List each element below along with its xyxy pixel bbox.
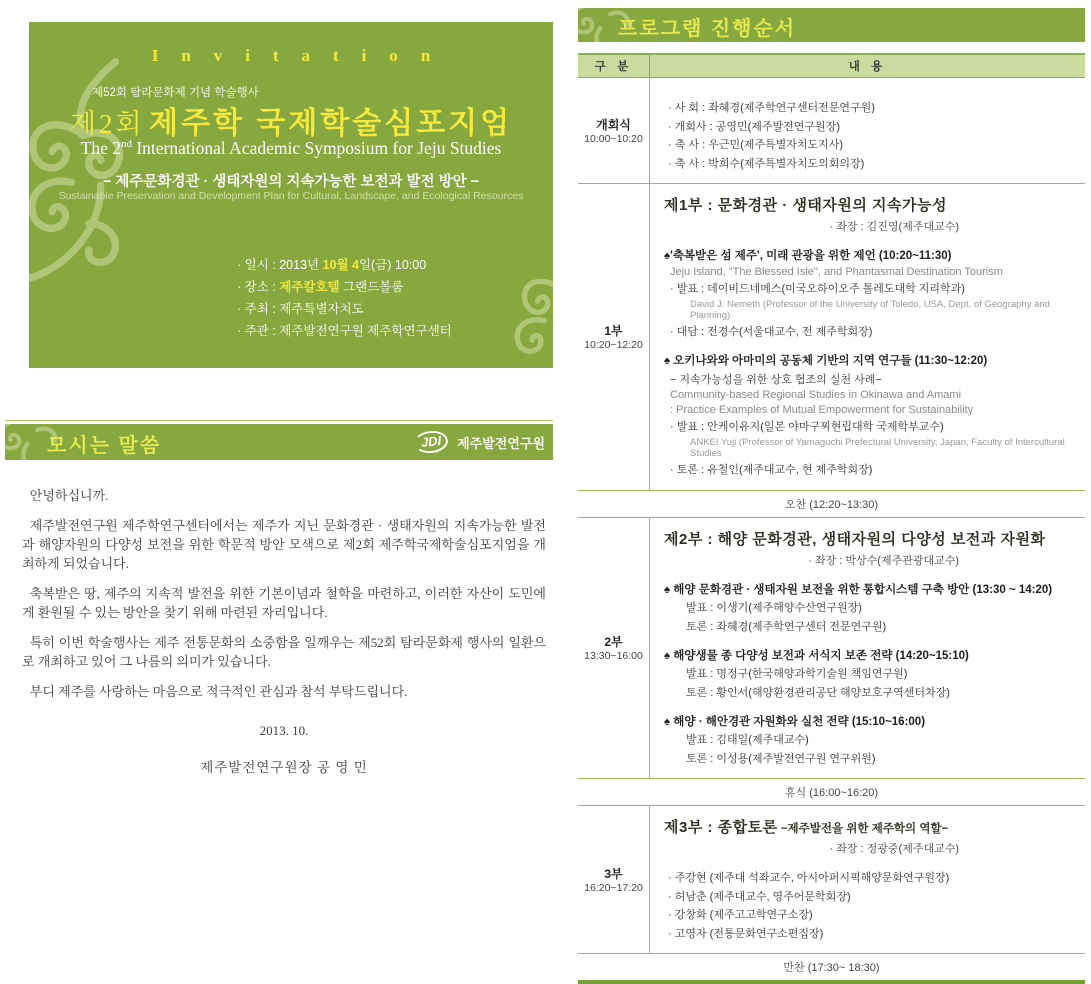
theme-english: Sustainable Preservation and Development Plan for Cultural, Landscape, and Ecological Resources <box>58 190 524 202</box>
session-line: 토론 : 이성용(제주발전연구원 연구위원) <box>686 752 876 765</box>
session-content-cell <box>650 184 1085 490</box>
column-header-content: 내 용 <box>848 61 887 73</box>
session-line: ♠ 해양생물 종 다양성 보전과 서식지 보존 전략 (14:20~15:10) <box>664 649 969 662</box>
detail-text: 제주칼호텔 <box>279 280 340 294</box>
session-line: · 발표 : 데이비드네메스(미국오하이오주 톨레도대학 지리학과) <box>670 283 965 295</box>
detail-label: · 장소 : <box>237 280 280 294</box>
session-line: Community-based Regional Studies in Okinawa and Amami <box>670 389 962 401</box>
session-item-group <box>664 99 1077 171</box>
detail-label: · 일시 : <box>237 258 280 272</box>
session-label-cell <box>578 806 650 953</box>
program-table-header <box>578 55 1085 78</box>
session-title-text: 제2부 : 해양 문화경관, 생태자원의 다양성 보전과 자원화 <box>664 530 1046 548</box>
invitation-card <box>29 22 553 368</box>
jdi-logo-mark: JDI <box>413 429 449 454</box>
letter-body <box>22 486 546 777</box>
session-line: ♠ 해양 문화경관 · 생태자원 보전을 위한 통합시스템 구축 방안 (13:30 ~ 14:20) <box>664 583 1053 596</box>
program-break-row <box>578 778 1085 805</box>
session-title-text: 제1부 : 문화경관 · 생태자원의 지속가능성 <box>664 197 948 214</box>
program-session-row <box>578 78 1085 183</box>
session-line: : Practice Examples of Mutual Empowerment for Sustainability <box>670 403 974 416</box>
break-label: 만찬 (17:30~ 18:30) <box>783 962 880 974</box>
detail-text: 일(금) 10:00 <box>358 258 427 272</box>
session-time: 10:00~10:20 <box>584 133 643 145</box>
session-line: · 주강현 (제주대 석좌교수, 아시아퍼시픽해양문화연구원장) <box>668 872 950 884</box>
program-session-row <box>578 517 1085 779</box>
break-label: 휴식 (16:00~16:20) <box>784 787 879 799</box>
session-label: 1부 <box>604 324 623 339</box>
session-line: − 지속가능성을 위한 상호 협조의 실천 사례− <box>670 373 882 386</box>
session-label-cell <box>578 518 650 779</box>
program-break-row <box>578 953 1085 980</box>
session-line: · 발표 : 안케이유지(일본 야마구찌현립대학 국제학부교수) <box>670 421 944 433</box>
session-line: · 개회사 : 공영민(제주발전연구원장) <box>668 120 840 133</box>
divider-line <box>5 420 553 421</box>
program-session-row <box>578 183 1085 490</box>
detail-label: · 주최 : <box>237 302 280 316</box>
title-main: 제주학 국제학술심포지엄 <box>149 107 513 140</box>
session-line: · 축 사 : 박희수(제주특별자치도의회의장) <box>668 157 865 170</box>
column-header-category: 구 분 <box>578 55 650 77</box>
detail-label: · 주관 : <box>237 324 280 338</box>
program-table <box>578 53 1085 984</box>
session-title <box>664 816 1077 837</box>
detail-text: 제주발전연구원 제주학연구센터 <box>279 324 452 338</box>
session-line: ♠ 해양 · 해안경관 자원화와 실천 전략 (15:10~16:00) <box>664 715 926 728</box>
session-line: ♠'축복받은 섬 제주', 미래 관광을 위한 제언 (10:20~11:30) <box>664 250 952 262</box>
detail-text: 그랜드볼룸 <box>339 280 404 294</box>
letter-paragraphs <box>22 486 546 701</box>
session-title-text: 제3부 : 종합토론 <box>664 819 778 836</box>
session-line: 발표 : 김태일(제주대교수) <box>686 734 809 746</box>
session-title <box>664 194 1077 215</box>
program-header-title: 프로그램 진행순서 <box>618 18 797 40</box>
session-item-group <box>664 247 1077 339</box>
symposium-subtitle-en <box>29 138 553 159</box>
session-line: · 토론 : 유철인(제주대교수, 현 제주학회장) <box>670 464 873 476</box>
session-label-cell <box>578 184 650 490</box>
letter-paragraph: 안녕하십니까. <box>29 488 109 503</box>
title-prefix: 제2회 <box>69 109 145 139</box>
event-detail-line <box>237 320 452 342</box>
letter-paragraph: 부디 제주를 사랑하는 마음으로 적극적인 관심과 참석 부탁드립니다. <box>29 684 408 699</box>
session-content-cell <box>650 518 1085 779</box>
cloud-motif-icon <box>487 234 553 364</box>
session-title-note: −제주발전을 위한 제주학의 역할− <box>777 823 949 835</box>
letter-signature: 제주발전연구원장 공 영 민 <box>200 760 368 775</box>
session-time: 10:20~12:20 <box>584 339 643 352</box>
session-item-group <box>664 352 1077 477</box>
session-line: 발표 : 명정구(한국해양과학기술원 책임연구원) <box>686 668 908 680</box>
program-header-bar <box>578 8 1085 42</box>
session-line: · 고영자 (전통문화연구소편집장) <box>668 927 824 940</box>
letter-date: 2013. 10. <box>259 723 309 738</box>
session-line: Jeju Island, "The Blessed Isle", and Phantasmal Destination Tourism <box>670 265 1003 278</box>
session-label-cell <box>578 78 650 183</box>
break-label: 오찬 (12:20~13:30) <box>784 498 879 511</box>
session-line: · 허남춘 (제주대교수, 영주어문학회장) <box>668 890 851 903</box>
session-line: ANKEI Yuji (Professor of Yamaguchi Prefectural University, Japan, Faculty of Intercultural Studies <box>690 436 1065 459</box>
subtitle-post: International Academic Symposium for Jeju Studies <box>131 138 502 158</box>
jdi-logo <box>414 431 545 453</box>
session-line: 토론 : 황인서(해양환경관리공단 해양보호구역센터차장) <box>686 686 950 699</box>
letter-paragraph: 제주발전연구원 제주학연구센터에서는 제주가 지닌 문화경관 · 생태자원의 지속가능한 발전과 해양자원의 다양성 보전을 위한 학문적 방안 모색으로 제2회 제주학국제학술심포지엄을 개최하게 되었습니다. <box>22 518 546 571</box>
detail-text: 제주특별자치도 <box>279 302 364 316</box>
session-line: David J. Nemeth (Professor of the University of Toledo, USA, Dept. of Geography and Planning) <box>690 298 1050 321</box>
subtitle-pre: The 2 <box>80 138 121 158</box>
detail-text: 10월 4 <box>322 258 359 272</box>
session-label: 3부 <box>604 867 623 881</box>
session-title <box>664 528 1077 549</box>
session-line: ♠ 오키나와와 아마미의 공동체 기반의 지역 연구들 (11:30~12:20) <box>664 355 988 367</box>
session-item-group <box>664 869 1077 941</box>
session-content-cell <box>650 78 1085 183</box>
detail-text: 2013년 <box>279 258 323 272</box>
program-session-row <box>578 805 1085 953</box>
session-line: · 강창화 (제주고고학연구소장) <box>668 909 813 921</box>
session-item-group <box>664 647 1077 700</box>
event-note: 제52회 탐라문화제 기념 학술행사 <box>92 87 259 99</box>
session-item-group <box>664 713 1077 766</box>
session-item-group <box>664 581 1077 634</box>
program-break-row <box>578 490 1085 517</box>
symposium-title <box>29 98 553 142</box>
session-chair: · 좌장 : 정광중(제주대교수) <box>829 843 959 855</box>
theme-korean: − 제주문화경관 · 생태자원의 지속가능한 보전과 발전 방안 − <box>102 174 480 190</box>
letter-header-title: 모시는 말씀 <box>47 435 162 457</box>
session-line: 발표 : 이생기(제주해양수산연구원장) <box>686 602 862 614</box>
session-label: 2부 <box>604 635 623 650</box>
subtitle-sup: nd <box>120 138 132 151</box>
invitation-label: Invitation <box>151 46 454 65</box>
session-chair: · 좌장 : 박상수(제주관광대교수) <box>808 554 959 567</box>
session-line: · 축 사 : 우근민(제주특별자치도지사) <box>668 139 844 151</box>
session-content-cell <box>650 806 1085 953</box>
event-detail-line <box>237 276 452 298</box>
session-time: 16:20~17:20 <box>584 882 643 894</box>
letter-paragraph: 축복받은 땅, 제주의 지속적 발전을 위한 기본이념과 철학을 마련하고, 이러한 자산이 도민에게 환원될 수 있는 방안을 찾기 위해 마련된 자리입니다. <box>22 586 546 620</box>
session-time: 13:30~16:00 <box>584 650 643 663</box>
event-detail-line <box>237 298 452 320</box>
session-label: 개회식 <box>596 118 631 132</box>
letter-header-bar <box>5 424 553 460</box>
event-detail-line <box>237 254 452 276</box>
program-rows <box>578 78 1085 980</box>
session-line: 토론 : 좌혜경(제주학연구센터 전문연구원) <box>686 620 887 633</box>
event-details <box>237 254 452 342</box>
jdi-logo-org: 제주발전연구원 <box>457 435 545 451</box>
session-line: · 사 회 : 좌혜경(제주학연구센터전문연구원) <box>668 102 875 114</box>
session-line: · 대담 : 전경수(서울대교수, 전 제주학회장) <box>670 326 873 338</box>
session-chair: · 좌장 : 김진영(제주대교수) <box>829 221 959 233</box>
letter-paragraph: 특히 이번 학술행사는 제주 전통문화의 소중함을 일깨우는 제52회 탐라문화제 행사의 일환으로 개최하고 있어 그 나름의 의미가 있습니다. <box>22 635 546 669</box>
